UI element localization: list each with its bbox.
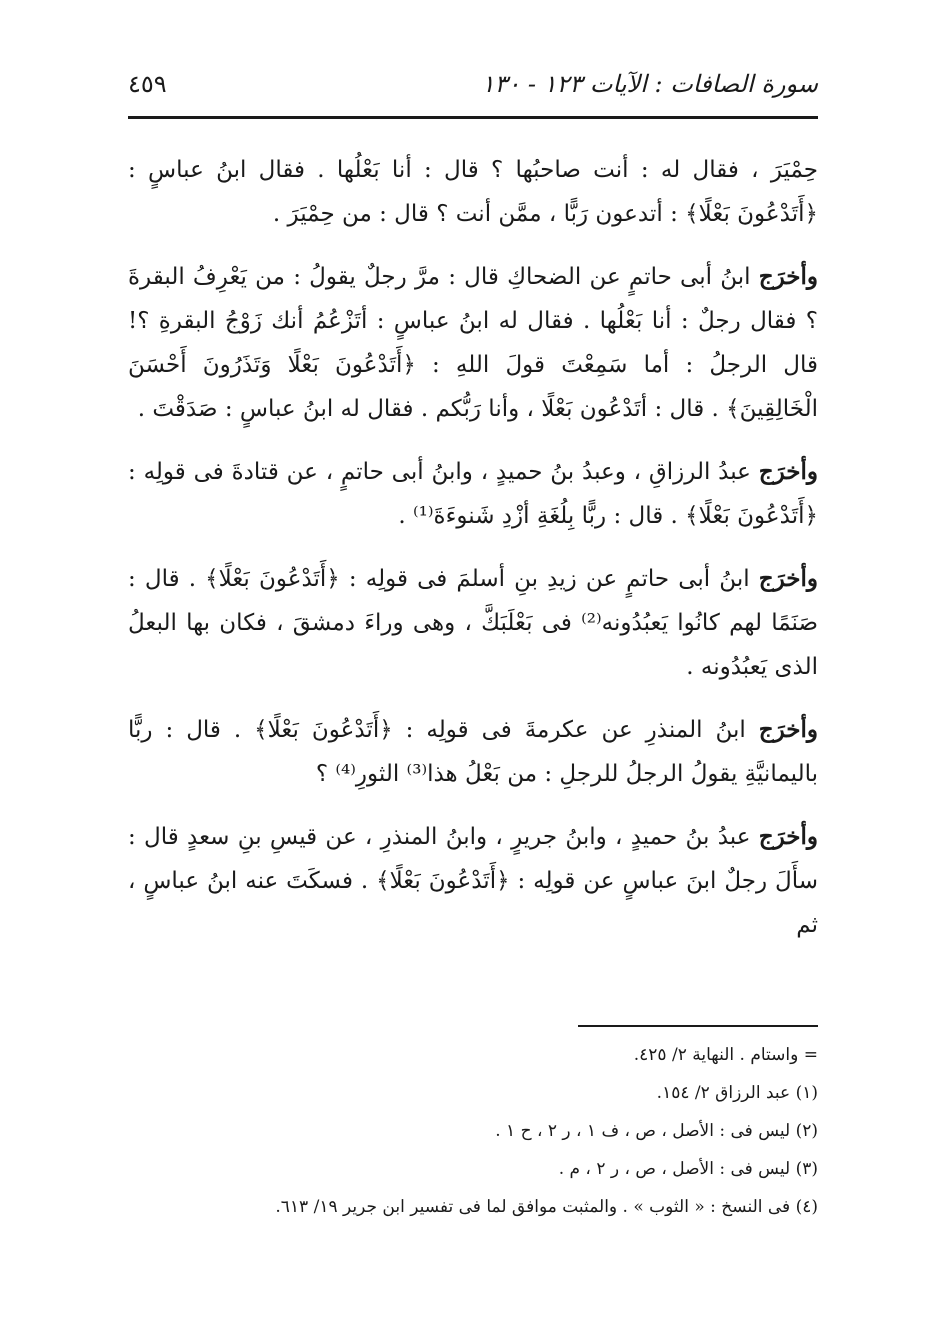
footnotes (128, 1036, 818, 1226)
footnote-1: (١) عبد الرزاق ٢/ ١٥٤. (656, 1083, 818, 1103)
main-text (128, 148, 818, 966)
footnote-3: (٣) ليس فى : الأصل ، ص ، ر ٢ ، م . (558, 1159, 818, 1179)
paragraph-text: ابنُ أبى حاتمٍ عن زيدِ بنِ أسلمَ فى قولِه : ﴿أَتَدْعُونَ بَعْلًا﴾ . قال : صَنَمًا لهم كانُوا يَعبُدُونه⁽²⁾ فى بَعْلَبَكَّ ، وهى وراءَ دمشقَ ، فكان بها البعلُ الذى يَعبُدُونه . (128, 566, 818, 680)
paragraph (128, 815, 818, 947)
paragraph-text: حِمْيَرَ ، فقال له : أنت صاحبُها ؟ قال : أنا بَعْلُها . فقال ابنُ عباسٍ : ﴿أَتَدْعُونَ بَعْلًا﴾ : أتدعون رَبًّا ، ممَّن أنت ؟ قال : من حِمْيَرَ . (128, 157, 818, 227)
footnote-continuation: = واستام . النهاية ٢/ ٤٢٥. (633, 1045, 818, 1065)
paragraph (128, 708, 818, 796)
paragraph-lead: وأخرَج (758, 263, 818, 290)
footnote-divider (578, 1025, 818, 1027)
paragraph-text: ابنُ المنذرِ عن عكرمةَ فى قولِه : ﴿أَتَدْعُونَ بَعْلًا﴾ . قال : ربًّا باليمانيَّةِ يقولُ الرجلُ للرجلِ : من بَعْلُ هذا⁽³⁾ الثورِ⁽⁴⁾ ؟ (128, 717, 818, 787)
paragraph (128, 148, 818, 236)
paragraph-text: ابنُ أبى حاتمٍ عن الضحاكِ قال : مرَّ رجلٌ يقولُ : من يَعْرِفُ البقرةَ ؟ فقال رجلٌ : أنا بَعْلُها . فقال له ابنُ عباسٍ : أتَزْعُمُ أنك زَوْجُ البقرةِ ؟! قال الرجلُ : أما سَمِعْتَ قولَ اللهِ : ﴿أَتَدْعُونَ بَعْلًا وَتَذَرُونَ أَحْسَنَ الْخَالِقِينَ﴾ . قال : أتَدْعُون بَعْلًا ، وأنا رَبُّكم . فقال له ابنُ عباسٍ : صَدَقْتَ . (128, 264, 818, 422)
paragraph (128, 557, 818, 689)
paragraph (128, 450, 818, 538)
header-divider (128, 116, 818, 119)
paragraph-lead: وأخرَج (758, 458, 818, 485)
footnote-2: (٢) ليس فى : الأصل ، ص ، ف ١ ، ر ٢ ، ح ١ . (495, 1121, 818, 1141)
footnote-4: (٤) فى النسخ : « الثوب » . والمثبت موافق لما فى تفسير ابن جرير ١٩/ ٦١٣. (275, 1197, 818, 1217)
running-title: سورة الصافات : الآيات ١٢٣ - ١٣٠ (481, 70, 818, 98)
page-header (128, 66, 818, 106)
paragraph (128, 255, 818, 431)
paragraph-lead: وأخرَج (758, 823, 818, 850)
page-number: ٤٥٩ (128, 70, 167, 98)
paragraph-text: عبدُ بنُ حميدٍ ، وابنُ جريرٍ ، وابنُ المنذرِ ، عن قيسِ بنِ سعدٍ قال : سأَلَ رجلٌ ابنَ عباسٍ عن قولِه : ﴿أَتَدْعُونَ بَعْلًا﴾ . فسكَتَ عنه ابنُ عباسٍ ، ثم (128, 824, 818, 938)
paragraph-text: عبدُ الرزاقِ ، وعبدُ بنُ حميدٍ ، وابنُ أبى حاتمٍ ، عن قتادةَ فى قولِه : ﴿أَتَدْعُونَ بَعْلًا﴾ . قال : ربًّا بِلُغَةِ أزْدِ شَنوءَةَ⁽¹⁾ . (128, 459, 818, 529)
paragraph-lead: وأخرَج (758, 716, 818, 743)
paragraph-lead: وأخرَج (758, 565, 818, 592)
